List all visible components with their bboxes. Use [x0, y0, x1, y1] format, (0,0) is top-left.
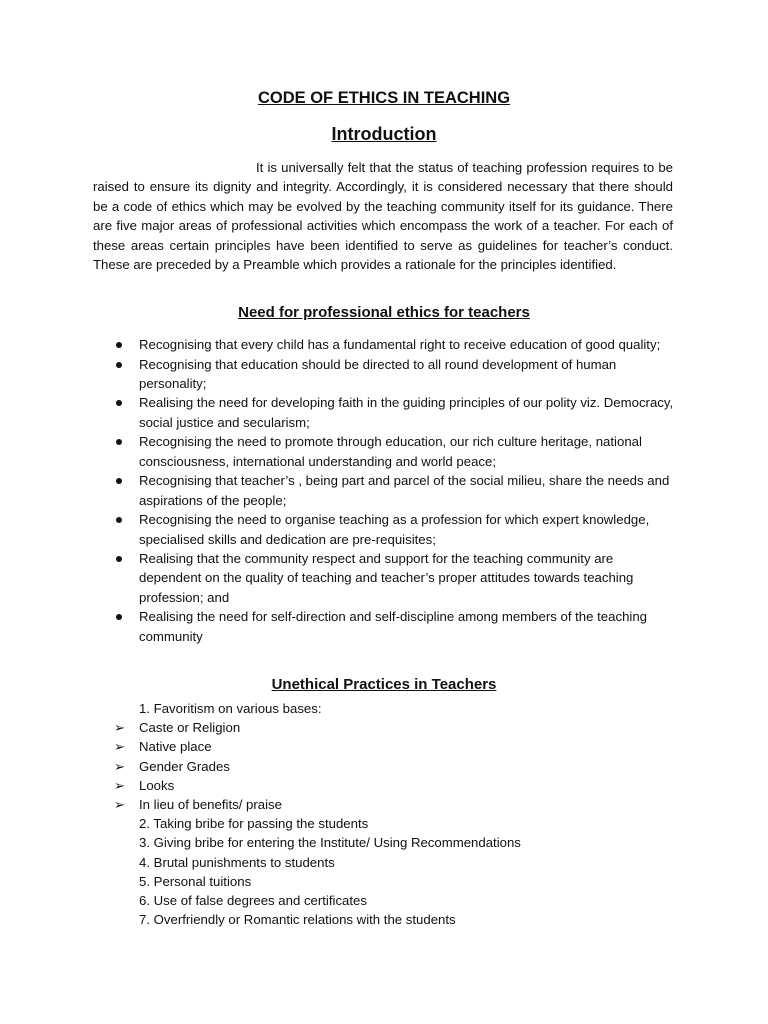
need-item-text: Realising the need for developing faith in the guiding principles of our polity viz. Democracy, social justice and secularism; — [139, 395, 674, 430]
need-item-text: Recognising that education should be directed to all round development of human personality; — [139, 356, 617, 391]
unethical-item-text: 4. Brutal punishments to students — [139, 854, 335, 870]
need-list-item — [0, 510, 768, 549]
bullet-icon — [116, 342, 122, 348]
need-list-item — [0, 549, 768, 607]
need-list — [0, 335, 768, 646]
numbered-list-item — [0, 872, 768, 891]
numbered-list-item — [0, 699, 768, 718]
unethical-item-text: 2. Taking bribe for passing the students — [139, 816, 369, 832]
need-list-item — [0, 607, 768, 646]
bullet-icon — [116, 478, 122, 484]
unethical-item-text: In lieu of benefits/ praise — [139, 797, 282, 813]
arrow-bullet-icon: ➢ — [114, 758, 125, 774]
unethical-item-text: Native place — [139, 739, 212, 755]
document-title: CODE OF ETHICS IN TEACHING — [257, 89, 511, 107]
bullet-icon — [116, 517, 122, 523]
numbered-list-item — [0, 910, 768, 929]
numbered-list-item — [0, 853, 768, 872]
unethical-list — [0, 699, 768, 929]
unethical-item-text: Gender Grades — [139, 758, 230, 774]
need-list-item — [0, 335, 768, 354]
arrow-bullet-icon: ➢ — [114, 777, 125, 793]
need-heading: Need for professional ethics for teachers — [238, 304, 530, 321]
sub-list-item — [0, 737, 768, 756]
sub-list-item — [0, 718, 768, 737]
unethical-item-text: 7. Overfriendly or Romantic relations with the students — [139, 912, 456, 928]
introduction-heading: Introduction — [331, 124, 437, 144]
numbered-list-item — [0, 891, 768, 910]
arrow-bullet-icon: ➢ — [114, 797, 125, 813]
bullet-icon — [116, 614, 122, 620]
numbered-list-item — [0, 833, 768, 852]
need-item-text: Realising that the community respect and support for the teaching community are dependent on the quality of teaching and teacher’s proper attitudes towards teaching profession; and — [139, 551, 634, 605]
need-list-item — [0, 471, 768, 510]
sub-list-item — [0, 757, 768, 776]
arrow-bullet-icon: ➢ — [114, 739, 125, 755]
need-list-item — [0, 393, 768, 432]
unethical-item-text: Looks — [139, 777, 175, 793]
need-list-item — [0, 355, 768, 394]
bullet-icon — [116, 556, 122, 562]
need-item-text: Realising the need for self-direction and self-discipline among members of the teaching community — [139, 609, 647, 644]
need-item-text: Recognising that every child has a fundamental right to receive education of good quality; — [139, 337, 661, 352]
introduction-paragraph: It is universally felt that the status of teaching profession requires to be raised to ensure its dignity and integrity. Accordingly, it is considered necessary that there should be a code of ethics which may be evolved by the teaching community itself for its guidance. There are five major areas of professional activities which encompass the work of a teacher. For each of these areas certain principles have been identified to serve as guidelines for teacher’s conduct. These are preceded by a Preamble which provides a rationale for the principles identified. — [93, 160, 673, 273]
unethical-heading: Unethical Practices in Teachers — [271, 676, 497, 693]
sub-list-item — [0, 795, 768, 814]
unethical-item-text: Caste or Religion — [139, 720, 241, 736]
unethical-item-text: 3. Giving bribe for entering the Institute/ Using Recommendations — [139, 835, 521, 851]
need-item-text: Recognising the need to promote through education, our rich culture heritage, national consciousness, international understanding and world peace; — [139, 434, 642, 469]
numbered-list-item — [0, 814, 768, 833]
arrow-bullet-icon: ➢ — [114, 720, 125, 736]
unethical-item-text: 1. Favoritism on various bases: — [139, 701, 322, 716]
bullet-icon — [116, 362, 122, 368]
need-item-text: Recognising that teacher’s , being part and parcel of the social milieu, share the needs and aspirations of the people; — [139, 473, 670, 508]
need-list-item — [0, 432, 768, 471]
bullet-icon — [116, 400, 122, 406]
sub-list-item — [0, 776, 768, 795]
need-item-text: Recognising the need to organise teaching as a profession for which expert knowledge, specialised skills and dedication are pre-requisites; — [139, 512, 650, 547]
unethical-item-text: 5. Personal tuitions — [139, 873, 252, 889]
unethical-item-text: 6. Use of false degrees and certificates — [139, 893, 367, 909]
bullet-icon — [116, 439, 122, 445]
